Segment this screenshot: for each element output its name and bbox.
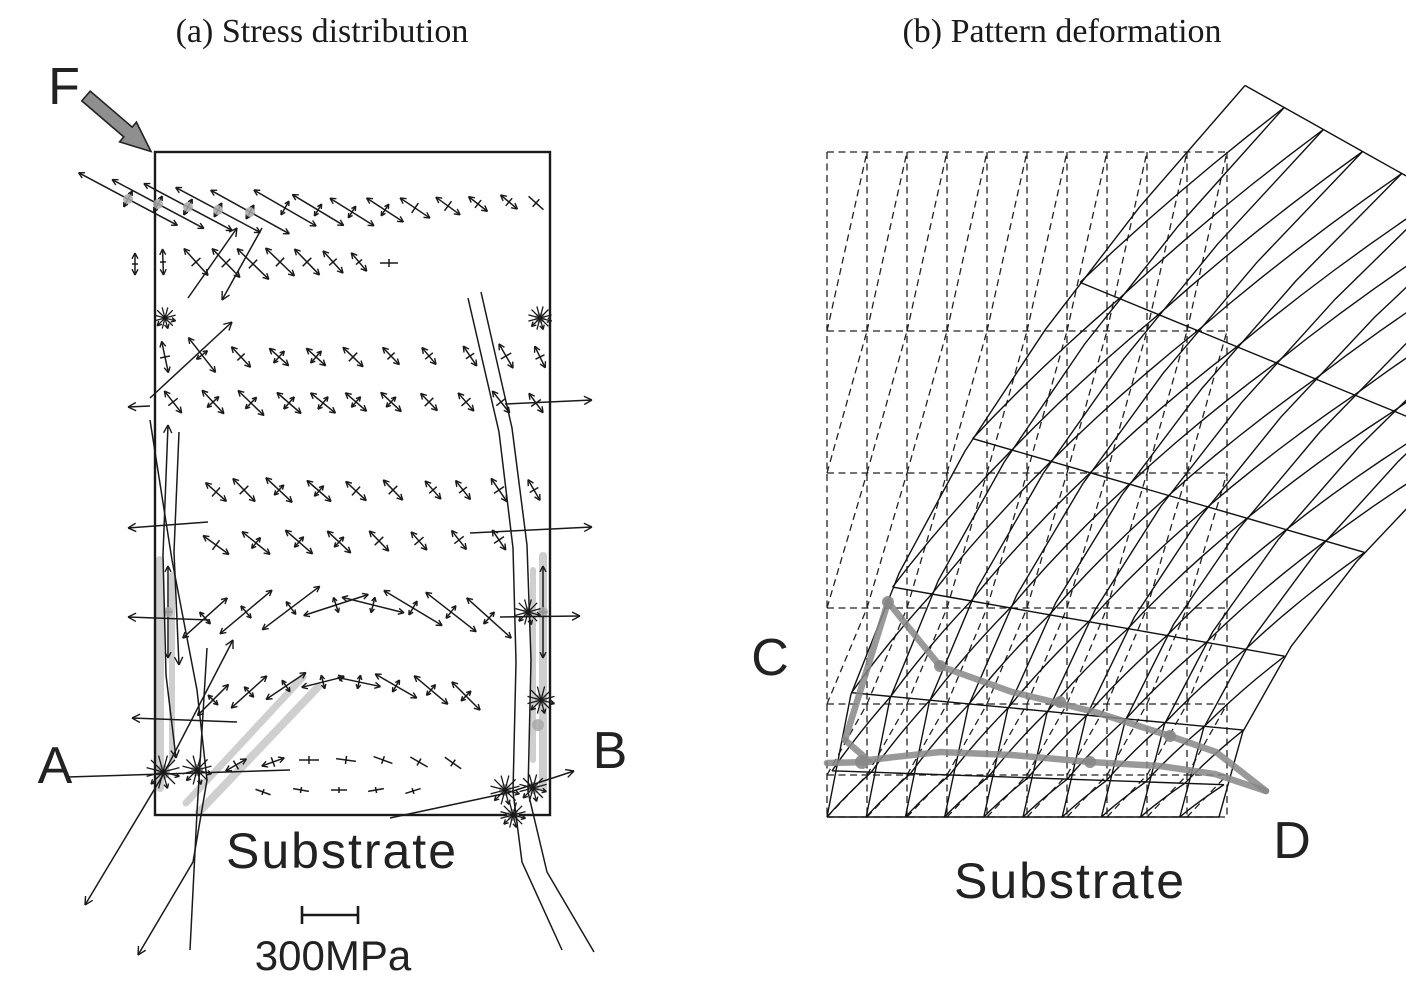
deformed-mesh-solid xyxy=(827,86,1406,818)
force-label: F xyxy=(48,58,80,116)
scale-value-label: 300MPa xyxy=(254,932,412,979)
force-arrow-icon xyxy=(82,91,151,151)
corner-d-label: D xyxy=(1273,812,1311,870)
corner-a-label: A xyxy=(37,737,73,795)
panel-b-title: (b) Pattern deformation xyxy=(902,13,1222,50)
stress-node-stars xyxy=(147,306,555,827)
corner-c-label: C xyxy=(751,629,789,687)
stress-gray-bands xyxy=(160,556,543,812)
substrate-a-label: Substrate xyxy=(225,823,459,879)
scale-bar xyxy=(302,906,358,924)
panel-a-title: (a) Stress distribution xyxy=(175,13,469,50)
corner-b-label: B xyxy=(592,722,628,780)
stress-tensor-glyphs xyxy=(79,173,548,821)
substrate-b-label: Substrate xyxy=(953,853,1187,909)
